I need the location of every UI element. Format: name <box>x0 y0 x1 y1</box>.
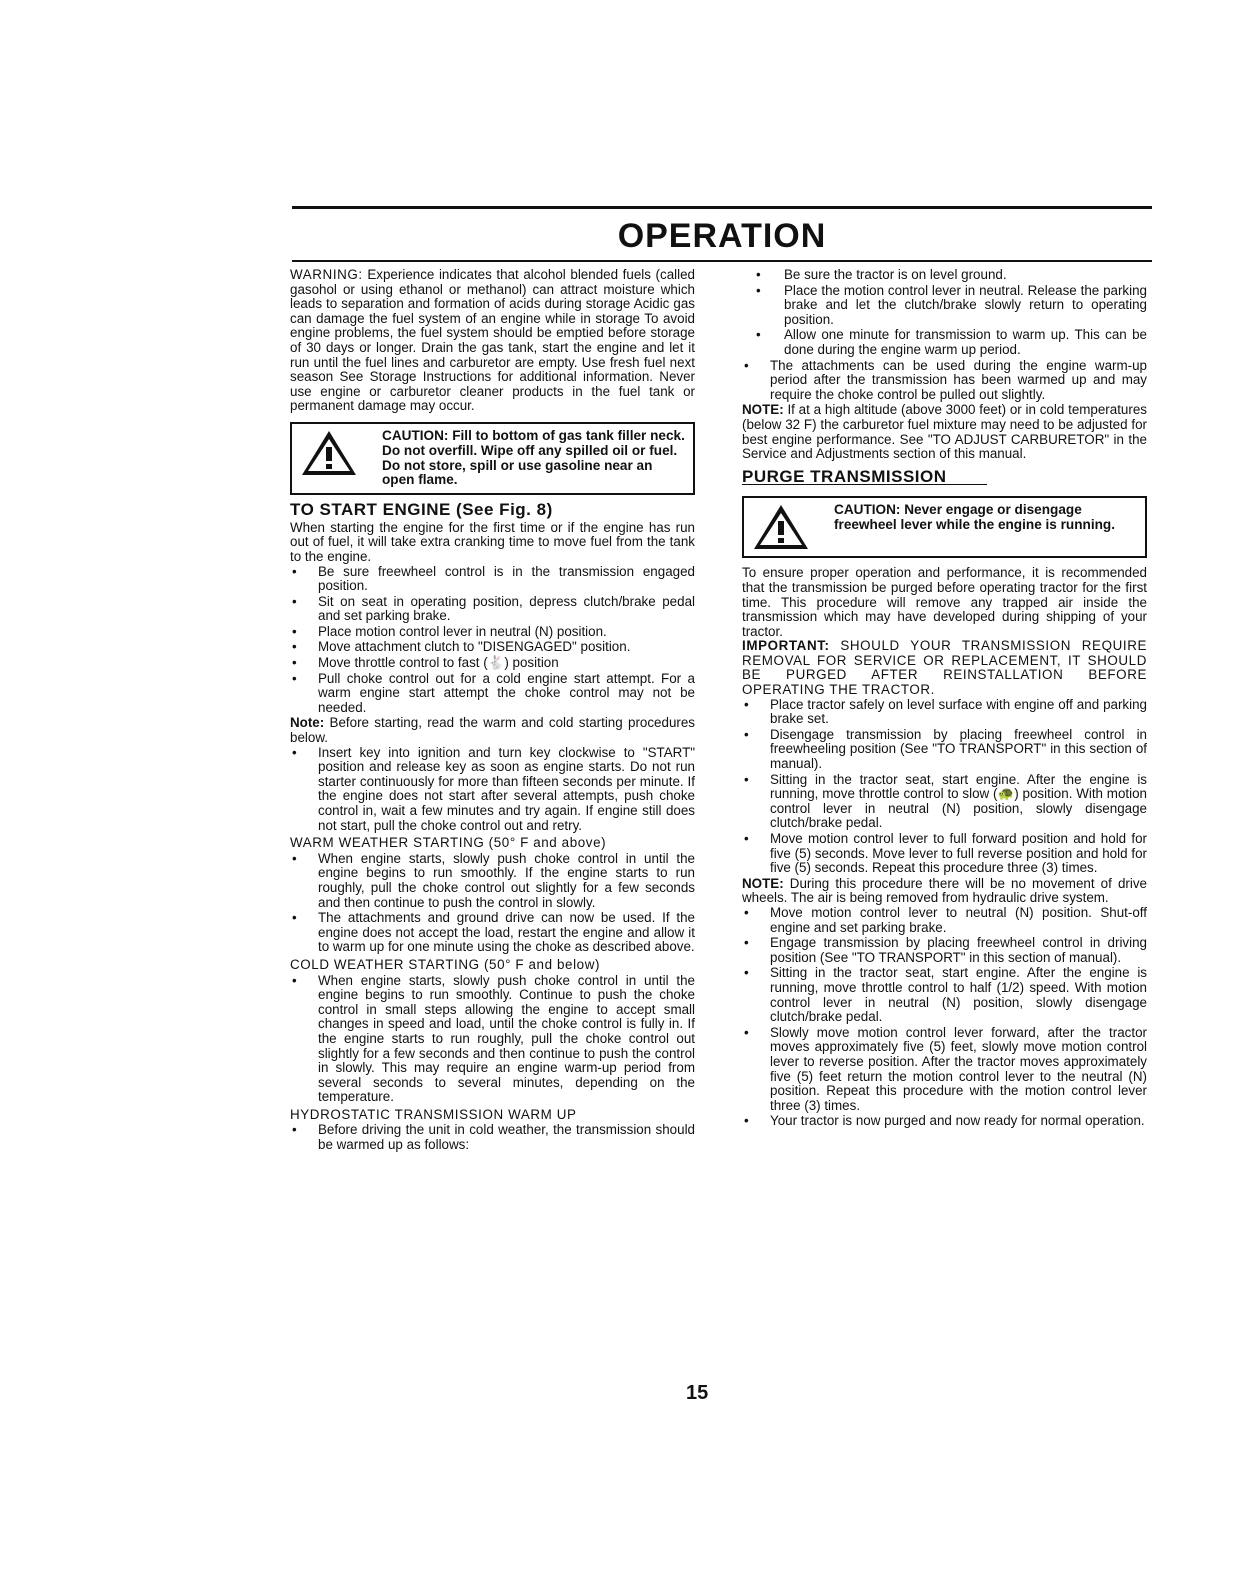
list-item: • The attachments can be used during the engine warm-up period after the transmission has been warmed up and may require the choke control be pulled out slightly. <box>742 359 1147 403</box>
list-item: • Sitting in the tractor seat, start engine. After the engine is running, move throttle control to half (1/2) speed. With motion control lever in neutral (N) position, slowly disengage clutch/brake pedal. <box>742 966 1147 1024</box>
purge-intro: To ensure proper operation and performance, it is recommended that the transmission be purged before operating tractor for the first time. This procedure will remove any trapped air inside the transmission which may have developed during shipping of your tractor. <box>742 565 1147 639</box>
hydro-steps-list <box>290 1123 695 1152</box>
hazard-warning-icon <box>752 503 810 551</box>
list-item: • Before driving the unit in cold weather, the transmission should be warmed up as follows: <box>290 1123 695 1152</box>
top-rule <box>292 206 1152 209</box>
warm-weather-heading: WARM WEATHER STARTING (50° F and above) <box>290 835 607 851</box>
important-label: IMPORTANT: <box>742 638 830 654</box>
list-item: • Disengage transmission by placing freewheel control in freewheeling position (See "TO TRANSPORT" in this section of manual). <box>742 728 1147 772</box>
caution-fuel-text: CAUTION: Fill to bottom of gas tank filler neck. Do not overfill. Wipe off any spilled oil or fuel. Do not store, spill or use gasoline near an open flame. <box>382 427 685 488</box>
note-text: Before starting, read the warm and cold starting procedures below. <box>290 715 695 746</box>
drive-wheels-note <box>742 877 1147 906</box>
hydrostatic-heading: HYDROSTATIC TRANSMISSION WARM UP <box>290 1106 577 1122</box>
hazard-warning-icon <box>300 429 358 477</box>
section-heading-purge: PURGE TRANSMISSION <box>742 470 987 486</box>
note-paragraph <box>290 716 695 745</box>
list-item: • Allow one minute for transmission to warm up. This can be done during the engine warm up period. <box>742 328 1147 357</box>
list-item: • Be sure freewheel control is in the transmission engaged position. <box>290 565 695 594</box>
important-text: SHOULD YOUR TRANSMISSION REQUIRE REMOVAL FOR SERVICE OR REPLACEMENT, IT SHOULD BE PURGED AFTER REINSTALLATION BEFORE OPERATING THE TRACTOR. <box>742 638 1148 698</box>
list-item: • Move throttle control to fast (🐇) position <box>290 656 695 671</box>
note-label: Note: <box>290 715 325 731</box>
purge-steps-list <box>742 698 1147 876</box>
page-number: 15 <box>686 1382 709 1404</box>
list-item: • When engine starts, slowly push choke control in until the engine begins to run smoothly. If the engine starts to run roughly, pull the choke control out slightly for a few seconds and then continue to push the control in slowly. <box>290 852 695 910</box>
start-steps-list <box>290 565 695 716</box>
page-title: OPERATION <box>617 217 827 255</box>
list-item: • The attachments and ground drive can now be used. If the engine does not accept the load, restart the engine and allow it to warm up for one minute using the choke as described above. <box>290 911 695 955</box>
list-item: • Move attachment clutch to "DISENGAGED" position. <box>290 640 695 655</box>
list-item: • Place motion control lever in neutral (N) position. <box>290 625 695 640</box>
purge-steps-list-2 <box>742 906 1147 1129</box>
altitude-note <box>742 403 1147 461</box>
left-column <box>290 268 695 1154</box>
caution-box-freewheel <box>742 496 1147 558</box>
caution-freewheel-text: CAUTION: Never engage or disengage freewheel lever while the engine is running. <box>834 502 1116 533</box>
note-label: NOTE: <box>742 402 784 418</box>
note-text: During this procedure there will be no movement of drive wheels. The air is being removed from hydraulic drive system. <box>742 875 1147 906</box>
warning-label: WARNING: <box>290 267 363 282</box>
list-item: • Engage transmission by placing freewheel control in driving position (See "TO TRANSPORT" in this section of manual). <box>742 936 1147 965</box>
cold-weather-heading: COLD WEATHER STARTING (50° F and below) <box>290 956 601 972</box>
list-item: • Sitting in the tractor seat, start engine. After the engine is running, move throttle control to slow (🐢) position. With motion control lever in neutral (N) position, slowly disengage clutch/brake pedal. <box>742 773 1147 831</box>
right-column <box>742 268 1147 1130</box>
cold-steps-list <box>290 974 695 1105</box>
list-item: • Your tractor is now purged and now ready for normal operation. <box>742 1114 1147 1129</box>
list-item: • When engine starts, slowly push choke control in until the engine begins to run smoothly. Continue to push the choke control in small steps allowing the engine to accept small changes in speed and load, until the choke control is fully in. If the engine starts to run roughly, pull the choke control out slightly for a few seconds and then continue to push the control in slowly. This may require an engine warm-up period from several seconds to several minutes, depending on the temperature. <box>290 974 695 1105</box>
attach-list <box>742 359 1147 403</box>
caution-box-fuel <box>290 422 695 495</box>
note-text: If at a high altitude (above 3000 feet) or in cold temperatures (below 32 F) the carburetor fuel mixture may need to be adjusted for best engine performance. See "TO ADJUST CARBURETOR" in the Service and Adjustments section of this manual. <box>742 402 1147 462</box>
warning-paragraph <box>290 268 695 414</box>
title-rule <box>292 260 1152 262</box>
list-item: • Be sure the tractor is on level ground. <box>742 268 1147 283</box>
list-item: • Move motion control lever to full forward position and hold for five (5) seconds. Move lever to full reverse position and hold for five (5) seconds. Repeat this procedure three (3) times. <box>742 832 1147 876</box>
list-item: • Place the motion control lever in neutral. Release the parking brake and let the clutch/brake slowly return to operating position. <box>742 284 1147 328</box>
warning-text: Experience indicates that alcohol blended fuels (called gasohol or using ethanol or methanol) can attract moisture which leads to separation and formation of acids during storage Acidic gas can damage the fuel system of an engine while in storage To avoid engine problems, the fuel system should be emptied before storage of 30 days or longer. Drain the gas tank, start the engine and let it run until the fuel lines and carburetor are empty. Use fresh fuel next season See Storage Instructions for additional information. Never use engine or carburetor cleaner products in the fuel tank or permanent damage may occur. <box>290 267 695 414</box>
list-item: • Sit on seat in operating position, depress clutch/brake pedal and set parking brake. <box>290 595 695 624</box>
section-heading-start-engine: TO START ENGINE (See Fig. 8) <box>290 500 553 520</box>
key-steps-list <box>290 746 695 834</box>
list-item: • Place tractor safely on level surface with engine off and parking brake set. <box>742 698 1147 727</box>
important-paragraph <box>742 639 1147 697</box>
list-item: • Move motion control lever to neutral (N) position. Shut-off engine and set parking brake. <box>742 906 1147 935</box>
list-item: • Slowly move motion control lever forward, after the tractor moves approximately five (5) feet, slowly move motion control lever to reverse position. After the tractor moves approximately five (5) feet return the motion control lever to the neutral (N) position. Repeat this procedure with the motion control lever three (3) times. <box>742 1026 1147 1114</box>
list-item: • Insert key into ignition and turn key clockwise to "START" position and release key as soon as engine starts. Do not run starter continuously for more than fifteen seconds per minute. If the engine does not start after several attempts, push choke control in, wait a few minutes and try again. If engine still does not start, pull the choke control out and retry. <box>290 746 695 834</box>
warmup-steps-list <box>742 268 1147 358</box>
list-item: • Pull choke control out for a cold engine start attempt. For a warm engine start attempt the choke control may not be needed. <box>290 672 695 716</box>
start-intro: When starting the engine for the first time or if the engine has run out of fuel, it will take extra cranking time to move fuel from the tank to the engine. <box>290 519 695 564</box>
note-label: NOTE: <box>742 875 784 891</box>
warm-steps-list <box>290 852 695 955</box>
